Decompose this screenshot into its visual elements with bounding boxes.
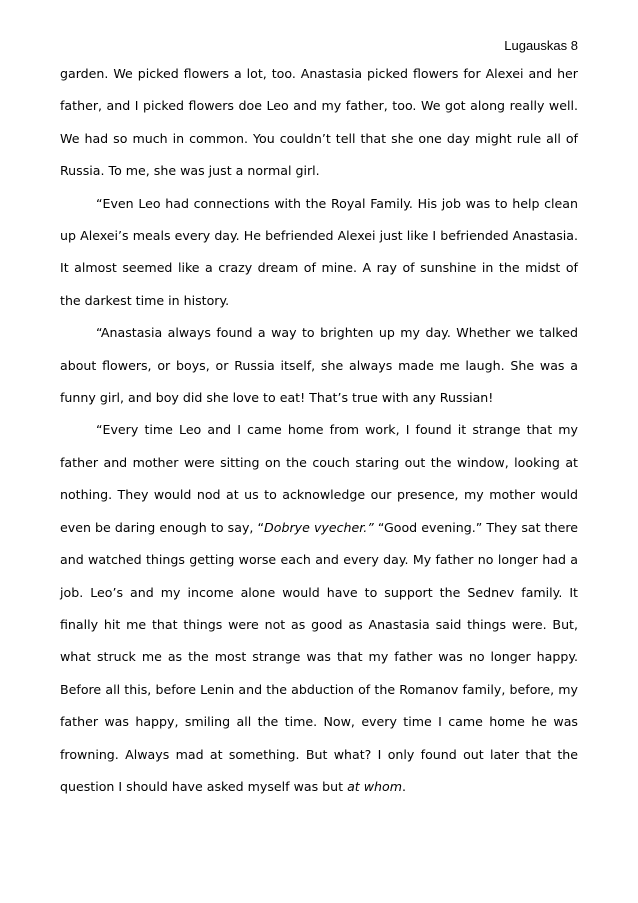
paragraph-1: garden. We picked flowers a lot, too. Anastasia picked flowers for Alexei and her father, and I picked flowers doe Leo and my father, too. We got along really well. We had so much in common. You couldn’t tell that she one day might rule all of Russia. To me, she was just a normal girl. [60, 66, 578, 179]
paragraph-3: “Anastasia always found a way to brighten up my day. Whether we talked about flowers, or boys, or Russia itself, she always made me laugh. She was a funny girl, and boy did she love to eat! That’s true with any Russian! [60, 325, 578, 406]
paragraph-4-text-b: “Good evening.” They sat there and watched things getting worse each and every day. My father no longer had a job. Leo’s and my income alone would have to support the Sednev family. It finally hit me that things were not as good as Anastasia said things were. But, what struck me as the most strange was that my father was no longer happy. Before all this, before Lenin and the abduction of the Romanov family, before, my father was happy, smiling all the time. Now, every time I came home he was frowning. Always mad at something. But what? I only found out later that the question I should have asked myself was but [60, 519, 578, 794]
paragraph-4 [60, 414, 578, 803]
paragraph-4-text-c: . [402, 778, 407, 794]
paragraph-2: “Even Leo had connections with the Royal Family. His job was to help clean up Alexei’s meals every day. He befriended Alexei just like I befriended Anastasia. It almost seemed like a crazy dream of mine. A ray of sunshine in the midst of the darkest time in history. [60, 195, 578, 308]
body-text [60, 58, 578, 803]
paragraph-4-text-a: “Every time Leo and I came home from work, I found it strange that my father and mother were sitting on the couch staring out the window, looking at nothing. They would nod at us to acknowledge our presence, my mother would even be daring enough to say, “ [60, 422, 578, 535]
paragraph-4-italic-greeting: Dobrye vyecher.” [264, 519, 374, 535]
paragraph-4-italic-end: at whom [347, 778, 403, 794]
running-head: Lugauskas 8 [504, 38, 578, 53]
